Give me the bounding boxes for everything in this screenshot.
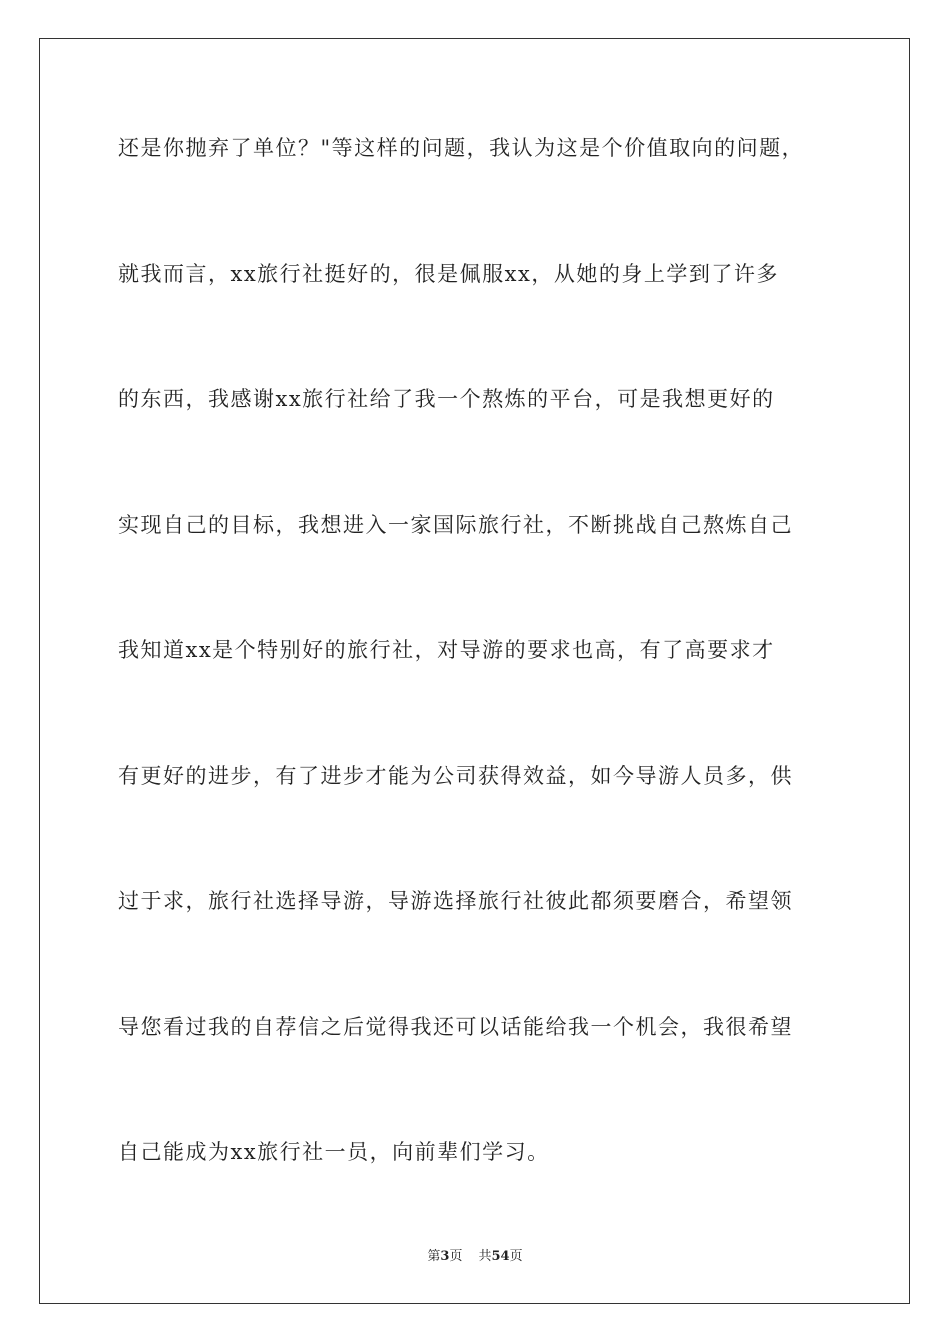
text-line-6: 有更好的进步，有了进步才能为公司获得效益，如今导游人员多，供 (118, 764, 793, 788)
text-line-5: 我知道xx是个特别好的旅行社，对导游的要求也高，有了高要求才 (118, 638, 775, 662)
total-pages: 54 (491, 1249, 510, 1264)
page-border (39, 38, 910, 1304)
text-line-3: 的东西，我感谢xx旅行社给了我一个熬炼的平台，可是我想更好的 (118, 387, 775, 411)
page-suffix: 页 (449, 1249, 463, 1264)
text-line-2: 就我而言，xx旅行社挺好的，很是佩服xx，从她的身上学到了许多 (118, 262, 779, 286)
text-line-7: 过于求，旅行社选择导游，导游选择旅行社彼此都须要磨合，希望领 (118, 889, 793, 913)
total-prefix: 共 (478, 1249, 492, 1264)
page-number: 3 (440, 1249, 450, 1264)
total-suffix: 页 (509, 1249, 523, 1264)
text-line-1: 还是你抛弃了单位？"等这样的问题，我认为这是个价值取向的问题， (118, 136, 805, 160)
text-line-9: 自己能成为xx旅行社一员，向前辈们学习。 (118, 1140, 550, 1164)
text-line-8: 导您看过我的自荐信之后觉得我还可以话能给我一个机会，我很希望 (118, 1015, 793, 1039)
text-line-4: 实现自己的目标，我想进入一家国际旅行社，不断挑战自己熬炼自己 (118, 513, 793, 537)
page-footer (0, 1248, 950, 1266)
page-prefix: 第 (427, 1249, 441, 1264)
